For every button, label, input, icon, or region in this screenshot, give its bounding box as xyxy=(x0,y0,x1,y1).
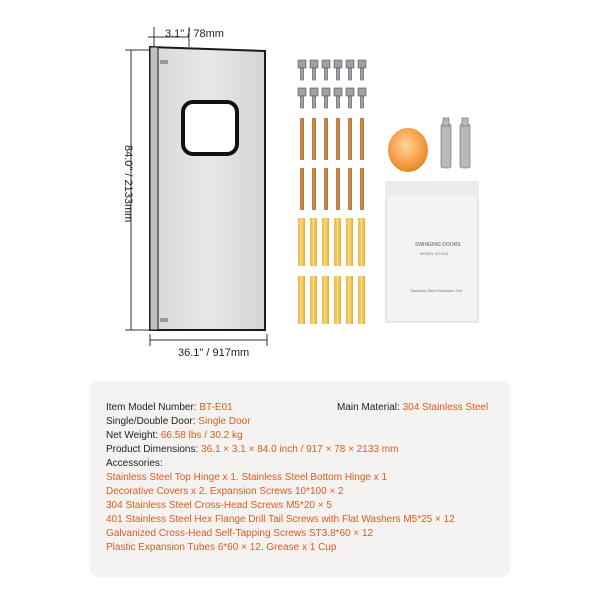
spec-row-weight xyxy=(106,430,243,442)
accessory-line-5: Galvanized Cross-Head Self-Tapping Screws ST3.8*60 × 12 xyxy=(106,528,374,539)
spec-row-dimensions xyxy=(106,444,398,456)
spec-row-door xyxy=(106,416,251,428)
expansion-anchors xyxy=(441,118,470,168)
package-title: SWINGING DOORS xyxy=(415,242,461,248)
accessory-line-2: Decorative Covers x 2. Expansion Screws 10*100 × 2 xyxy=(106,486,344,497)
width-label: 36.1" / 917mm xyxy=(178,347,250,359)
accessories-label: Accessories: xyxy=(106,458,163,469)
material-label: Main Material: xyxy=(337,402,400,413)
spec-row-accessories xyxy=(106,458,163,470)
depth-label: 3.1" / 78mm xyxy=(165,28,224,40)
model-label: Item Model Number: xyxy=(106,402,197,413)
door-value: Single Door xyxy=(198,416,251,427)
package-note: Stainless Steel Hardware Set xyxy=(410,288,463,293)
accessory-line-1: Stainless Steel Top Hinge x 1. Stainless Steel Bottom Hinge x 1 xyxy=(106,472,388,483)
accessory-line-4: 401 Stainless Steel Hex Flange Drill Tail Screws with Flat Washers M5*25 × 12 xyxy=(106,514,455,525)
dimensions-label: Product Dimensions: xyxy=(106,444,199,455)
hex-screws xyxy=(298,60,366,108)
model-value: BT-E01 xyxy=(199,402,233,413)
weight-label: Net Weight: xyxy=(106,430,159,441)
dimension-width xyxy=(150,334,267,346)
spec-row-material xyxy=(337,402,488,414)
door xyxy=(150,47,265,330)
expansion-tubes xyxy=(298,218,365,324)
accessory-line-6: Plastic Expansion Tubes 6*60 × 12. Grease x 1 Cup xyxy=(106,542,337,553)
material-value: 304 Stainless Steel xyxy=(402,402,489,413)
self-tapping-screws xyxy=(300,118,364,210)
door-label: Single/Double Door: xyxy=(106,416,196,427)
spec-row-model xyxy=(106,402,233,414)
grease-cup xyxy=(388,128,428,172)
height-label: 84.0" / 2133mm xyxy=(122,145,134,223)
weight-value: 66.58 lbs / 30.2 kg xyxy=(160,430,243,441)
accessory-line-3: 304 Stainless Steel Cross-Head Screws M5*20 × 5 xyxy=(106,500,332,511)
dimensions-value: 36.1 × 3.1 × 84.0 inch / 917 × 78 × 2133 mm xyxy=(201,444,399,455)
package-model: MODEL BT-E01 xyxy=(420,251,449,256)
